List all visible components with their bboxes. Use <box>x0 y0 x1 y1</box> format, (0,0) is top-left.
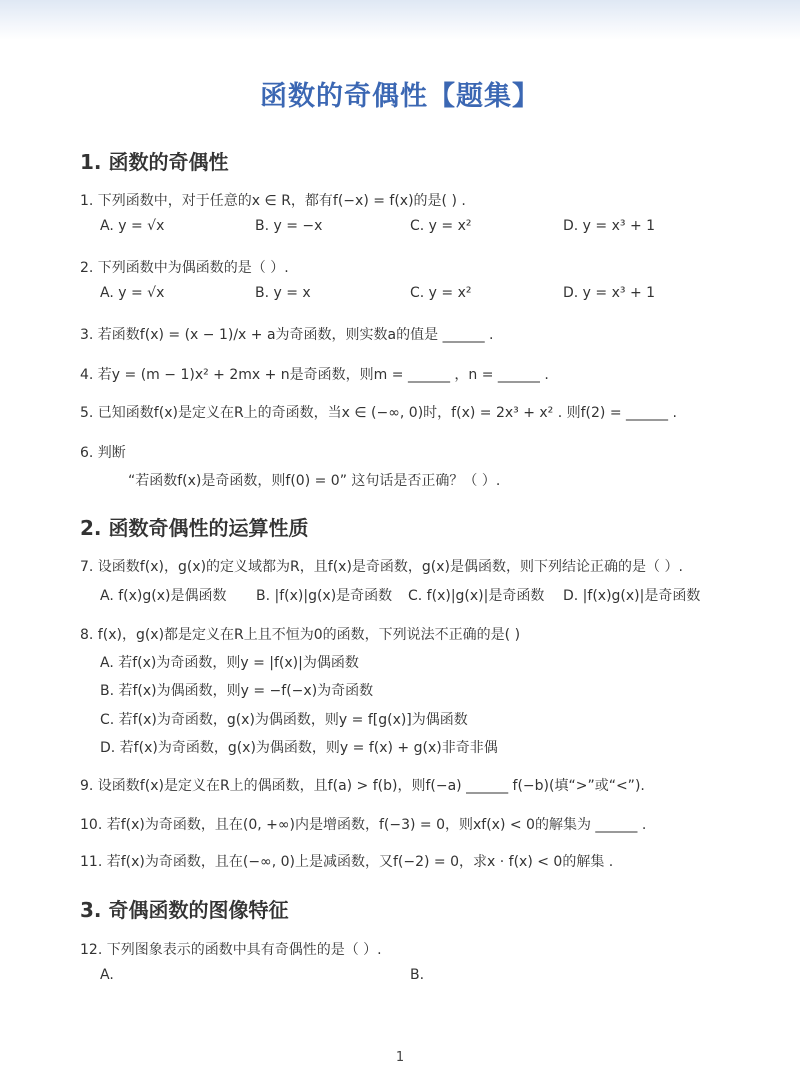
header-band <box>0 0 800 40</box>
option-c: C. y = x² <box>410 285 472 301</box>
document-title: 函数的奇偶性【题集】 <box>260 81 540 112</box>
option-a: A. y = √x <box>100 218 165 234</box>
section-heading: 1. 函数的奇偶性 <box>80 150 229 174</box>
option-a: A. <box>100 967 114 983</box>
option-b: B. |f(x)|g(x)是奇函数 <box>256 588 393 604</box>
option-a: A. f(x)g(x)是偶函数 <box>100 588 227 604</box>
option-d: D. |f(x)g(x)|是奇函数 <box>563 588 701 604</box>
question-10: 10. 若f(x)为奇函数，且在(0, +∞)内是增函数，f(−3) = 0，则xf(x) < 0的解集为 ______ . <box>80 817 647 833</box>
question-12: 12. 下列图象表示的函数中具有奇偶性的是（ ）. <box>80 942 382 958</box>
option-b: B. 若f(x)为偶函数，则y = −f(−x)为奇函数 <box>100 683 374 699</box>
question-4: 4. 若y = (m − 1)x² + 2mx + n是奇函数，则m = ______ ，n = ______ . <box>80 367 549 383</box>
question-9: 9. 设函数f(x)是定义在R上的偶函数，且f(a) > f(b)，则f(−a) ______ f(−b)(填“>”或“<”). <box>80 778 645 794</box>
option-d: D. y = x³ + 1 <box>563 218 656 234</box>
option-a: A. y = √x <box>100 285 165 301</box>
option-c: C. y = x² <box>410 218 472 234</box>
question-2: 2. 下列函数中为偶函数的是（ ）. <box>80 260 289 276</box>
question-6: 6. 判断 <box>80 445 126 461</box>
option-b: B. <box>410 967 425 983</box>
page-number: 1 <box>395 1050 405 1065</box>
option-c: C. 若f(x)为奇函数，g(x)为偶函数，则y = f[g(x)]为偶函数 <box>100 712 468 728</box>
option-d: D. 若f(x)为奇函数，g(x)为偶函数，则y = f(x) + g(x)非奇非偶 <box>100 740 498 756</box>
section-heading: 2. 函数奇偶性的运算性质 <box>80 516 309 540</box>
question-5: 5. 已知函数f(x)是定义在R上的奇函数，当x ∈ (−∞, 0)时，f(x) = 2x³ + x² . 则f(2) = ______ . <box>80 405 677 421</box>
question-1: 1. 下列函数中，对于任意的x ∈ R，都有f(−x) = f(x)的是( ) . <box>80 193 466 209</box>
option-b: B. y = x <box>255 285 311 301</box>
section-heading: 3. 奇偶函数的图像特征 <box>80 898 289 922</box>
question-6-statement: “若函数f(x)是奇函数，则f(0) = 0” 这句话是否正确？（ ）. <box>128 473 501 489</box>
option-d: D. y = x³ + 1 <box>563 285 656 301</box>
question-8: 8. f(x)，g(x)都是定义在R上且不恒为0的函数，下列说法不正确的是( ) <box>80 627 521 643</box>
question-11: 11. 若f(x)为奇函数，且在(−∞, 0)上是减函数，又f(−2) = 0，求x · f(x) < 0的解集 . <box>80 854 614 870</box>
option-b: B. y = −x <box>255 218 323 234</box>
option-c: C. f(x)|g(x)|是奇函数 <box>408 588 545 604</box>
question-7: 7. 设函数f(x)，g(x)的定义域都为R，且f(x)是奇函数，g(x)是偶函数，则下列结论正确的是（ ）. <box>80 559 683 575</box>
question-3: 3. 若函数f(x) = (x − 1)/x + a为奇函数，则实数a的值是 ______ . <box>80 327 494 343</box>
option-a: A. 若f(x)为奇函数，则y = |f(x)|为偶函数 <box>100 655 359 671</box>
